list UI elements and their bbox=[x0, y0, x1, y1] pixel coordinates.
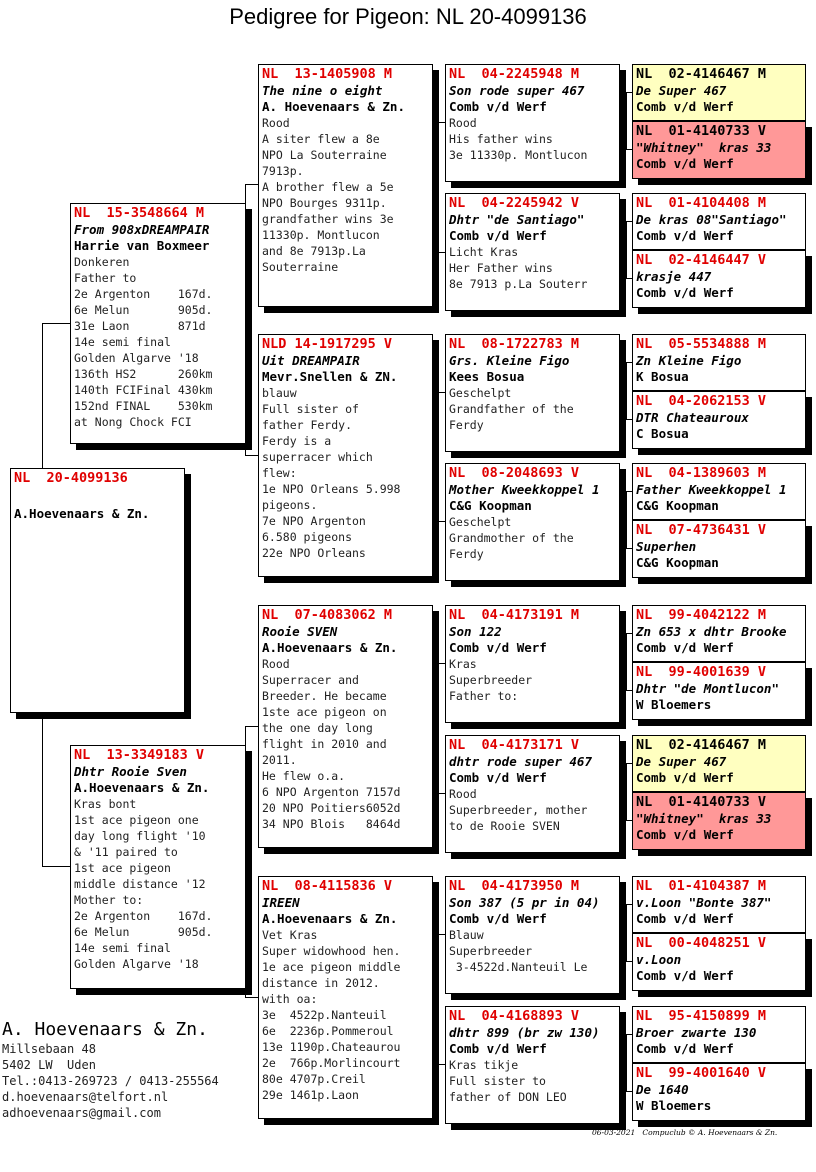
owner: A.Hoevenaars & Zn. bbox=[262, 640, 398, 655]
info-line: A brother flew a 5e bbox=[262, 180, 394, 194]
connector-line bbox=[245, 455, 258, 456]
ring-number: NL 05-5534888 M bbox=[636, 336, 767, 352]
info-line: 11330p. Montlucon bbox=[262, 228, 380, 242]
ring-number: NL 13-3349183 V bbox=[74, 747, 205, 763]
pigeon-card[interactable] bbox=[632, 605, 806, 662]
info-line: Superbreeder bbox=[449, 944, 533, 958]
pigeon-card[interactable] bbox=[445, 735, 620, 853]
page-title: Pedigree for Pigeon: NL 20-4099136 bbox=[229, 4, 587, 29]
pigeon-name: IREEN bbox=[262, 895, 300, 910]
pigeon-name: "Whitney" kras 33 bbox=[636, 811, 772, 826]
info-line: Souterraine bbox=[262, 260, 339, 274]
owner: Comb v/d Werf bbox=[636, 640, 734, 655]
owner: A. Hoevenaars & Zn. bbox=[262, 99, 405, 114]
owner: Comb v/d Werf bbox=[636, 99, 734, 114]
info-line: His father wins bbox=[449, 132, 553, 146]
info-line: 6e Melun 905d. bbox=[74, 925, 213, 939]
pigeon-card[interactable] bbox=[632, 64, 806, 121]
pigeon-card[interactable] bbox=[632, 876, 806, 933]
info-line: 2011. bbox=[262, 753, 297, 767]
owner: Comb v/d Werf bbox=[449, 228, 547, 243]
info-line: Breeder. He became bbox=[262, 689, 387, 703]
connector-line bbox=[619, 121, 626, 122]
ring-number: NL 01-4104408 M bbox=[636, 195, 767, 211]
pigeon-name: Son 387 (5 pr in 04) bbox=[449, 895, 600, 910]
owner: C&G Koopman bbox=[636, 555, 719, 570]
info-line: 2e 766p.Morlincourt bbox=[262, 1056, 401, 1070]
connector-line bbox=[432, 122, 445, 123]
pigeon-name: From 908xDREAMPAIR bbox=[74, 222, 210, 237]
info-line: He flew o.a. bbox=[262, 769, 346, 783]
pigeon-card[interactable] bbox=[445, 1006, 620, 1124]
info-line: Golden Algarve '18 bbox=[74, 351, 199, 365]
connector-line bbox=[42, 323, 43, 468]
owner: Comb v/d Werf bbox=[449, 1041, 547, 1056]
info-line: father Ferdy. bbox=[262, 418, 353, 432]
pigeon-name: De Super 467 bbox=[636, 83, 727, 98]
connector-line bbox=[432, 1064, 445, 1065]
ring-number: NL 04-4173191 M bbox=[449, 607, 580, 623]
owner: Comb v/d Werf bbox=[636, 911, 734, 926]
subject-pigeon-card[interactable] bbox=[10, 468, 185, 713]
info-line: 8e 7913 p.La Souterr bbox=[449, 277, 588, 291]
connector-line bbox=[42, 712, 43, 866]
info-line: Superbreeder, mother bbox=[449, 803, 588, 817]
pigeon-name: v.Loon bbox=[636, 952, 682, 967]
ring-number: NL 20-4099136 bbox=[14, 470, 128, 486]
pigeon-card[interactable] bbox=[445, 463, 620, 581]
owner: Comb v/d Werf bbox=[636, 1041, 734, 1056]
ring-number: NL 04-4173950 M bbox=[449, 878, 580, 894]
ring-number: NL 00-4048251 V bbox=[636, 935, 767, 951]
info-line: superracer which bbox=[262, 450, 373, 464]
ring-number: NL 02-4146467 M bbox=[636, 737, 767, 753]
info-line: Donkeren bbox=[74, 255, 130, 269]
info-line: Her Father wins bbox=[449, 261, 553, 275]
info-line: Superracer and bbox=[262, 673, 359, 687]
owner: Comb v/d Werf bbox=[449, 770, 547, 785]
ring-number: NL 08-2048693 V bbox=[449, 465, 580, 481]
breeder-contact-line: d.hoevenaars@telfort.nl bbox=[2, 1090, 169, 1104]
info-line: 6 NPO Argenton 7157d bbox=[262, 785, 401, 799]
info-line: flew: bbox=[262, 466, 297, 480]
ring-number: NL 99-4042122 M bbox=[636, 607, 767, 623]
info-line: and 8e 7913p.La bbox=[262, 244, 366, 258]
ring-number: NL 01-4140733 V bbox=[636, 794, 767, 810]
info-line: Rood bbox=[449, 116, 477, 130]
breeder-contact-line: adhoevenaars@gmail.com bbox=[2, 1106, 161, 1120]
connector-line bbox=[626, 221, 627, 278]
info-line: 34 NPO Blois 8464d bbox=[262, 817, 401, 831]
pigeon-card[interactable] bbox=[632, 463, 806, 520]
info-line: Father to bbox=[74, 271, 137, 285]
info-line: 22e NPO Orleans bbox=[262, 546, 366, 560]
connector-line bbox=[626, 633, 627, 690]
ring-number: NL 02-4146467 M bbox=[636, 66, 767, 82]
owner: Comb v/d Werf bbox=[449, 640, 547, 655]
pigeon-card[interactable] bbox=[632, 334, 806, 391]
connector-line bbox=[619, 391, 626, 392]
pigeon-name: Uit DREAMPAIR bbox=[262, 353, 360, 368]
info-line: Ferdy bbox=[449, 418, 484, 432]
pigeon-card[interactable] bbox=[632, 735, 806, 792]
connector-line bbox=[626, 491, 627, 548]
info-line: to de Rooie SVEN bbox=[449, 819, 560, 833]
owner: Comb v/d Werf bbox=[449, 99, 547, 114]
pigeon-name: De kras 08"Santiago" bbox=[636, 212, 787, 227]
owner: W Bloemers bbox=[636, 697, 712, 712]
info-line: blauw bbox=[262, 386, 297, 400]
info-line: distance in 2012. bbox=[262, 976, 380, 990]
pigeon-name: krasje 447 bbox=[636, 269, 712, 284]
info-line: NPO Bourges 9311p. bbox=[262, 196, 387, 210]
connector-line bbox=[619, 250, 626, 251]
connector-line bbox=[42, 866, 70, 867]
info-line: 2e Argenton 167d. bbox=[74, 287, 213, 301]
pigeon-card[interactable] bbox=[632, 520, 806, 578]
pigeon-card[interactable] bbox=[632, 250, 806, 308]
ring-number: NL 13-1405908 M bbox=[262, 66, 393, 82]
owner: Harrie van Boxmeer bbox=[74, 238, 210, 253]
connector-line bbox=[626, 1034, 627, 1091]
info-line: Grandfather of the bbox=[449, 402, 574, 416]
breeder-contact-line: 5402 LW Uden bbox=[2, 1058, 96, 1072]
ring-number: NL 99-4001640 V bbox=[636, 1065, 767, 1081]
pigeon-card[interactable] bbox=[258, 334, 433, 577]
owner: A.Hoevenaars & Zn. bbox=[262, 911, 398, 926]
connector-line bbox=[432, 934, 445, 935]
ring-number: NL 07-4083062 M bbox=[262, 607, 393, 623]
pigeon-name: Dhtr "de Montlucon" bbox=[636, 681, 779, 696]
pigeon-card[interactable] bbox=[445, 193, 620, 311]
owner: Comb v/d Werf bbox=[449, 911, 547, 926]
info-line: 6e 2236p.Pommeroul bbox=[262, 1024, 394, 1038]
ring-number: NL 95-4150899 M bbox=[636, 1008, 767, 1024]
connector-line bbox=[432, 521, 445, 522]
info-line: 1ste ace pigeon on bbox=[262, 705, 387, 719]
connector-line bbox=[619, 933, 626, 934]
info-line: 1st ace pigeon bbox=[74, 861, 171, 875]
info-line: at Nong Chock FCI bbox=[74, 415, 192, 429]
owner: Comb v/d Werf bbox=[636, 770, 734, 785]
pigeon-card[interactable] bbox=[445, 876, 620, 994]
pigeon-card[interactable] bbox=[632, 121, 806, 179]
info-line: 1e ace pigeon middle bbox=[262, 960, 401, 974]
ring-number: NL 04-2245942 V bbox=[449, 195, 580, 211]
info-line: Superbreeder bbox=[449, 673, 533, 687]
owner: Comb v/d Werf bbox=[636, 228, 734, 243]
info-line: father of DON LEO bbox=[449, 1090, 567, 1104]
info-line: middle distance '12 bbox=[74, 877, 206, 891]
connector-line bbox=[626, 904, 627, 961]
connector-line bbox=[626, 763, 627, 820]
owner: Comb v/d Werf bbox=[636, 968, 734, 983]
connector-line bbox=[42, 323, 70, 324]
info-line: Rood bbox=[449, 787, 477, 801]
connector-line bbox=[619, 520, 626, 521]
ring-number: NL 04-2062153 V bbox=[636, 393, 767, 409]
owner: Comb v/d Werf bbox=[636, 156, 734, 171]
info-line: Ferdy is a bbox=[262, 434, 332, 448]
info-line: Vet Kras bbox=[262, 928, 318, 942]
info-line: 140th FCIFinal 430km bbox=[74, 383, 213, 397]
pigeon-name: "Whitney" kras 33 bbox=[636, 140, 772, 155]
ring-number: NL 08-4115836 V bbox=[262, 878, 393, 894]
info-line: Geschelpt bbox=[449, 386, 512, 400]
pigeon-name: Grs. Kleine Figo bbox=[449, 353, 570, 368]
pigeon-name: Dhtr "de Santiago" bbox=[449, 212, 585, 227]
info-line: 152nd FINAL 530km bbox=[74, 399, 213, 413]
ring-number: NL 04-4168893 V bbox=[449, 1008, 580, 1024]
owner: A.Hoevenaars & Zn. bbox=[14, 506, 150, 521]
pigeon-name: DTR Chateauroux bbox=[636, 410, 749, 425]
owner: A.Hoevenaars & Zn. bbox=[74, 780, 210, 795]
pigeon-name: Mother Kweekkoppel 1 bbox=[449, 482, 600, 497]
connector-line bbox=[619, 1063, 626, 1064]
pigeon-name: Son 122 bbox=[449, 624, 502, 639]
info-line: 6e Melun 905d. bbox=[74, 303, 213, 317]
connector-line bbox=[432, 252, 445, 253]
info-line: 14e semi final bbox=[74, 335, 171, 349]
breeder-contact-line: Millsebaan 48 bbox=[2, 1042, 96, 1056]
breeder-info bbox=[2, 1019, 219, 1121]
pigeon-name: Broer zwarte 130 bbox=[636, 1025, 757, 1040]
dam-card[interactable] bbox=[70, 745, 246, 989]
connector-line bbox=[245, 726, 258, 727]
info-line: with oa: bbox=[262, 992, 318, 1006]
pigeon-name: The nine o eight bbox=[262, 83, 383, 98]
ring-number: NL 15-3548664 M bbox=[74, 205, 205, 221]
pigeon-card[interactable] bbox=[632, 1006, 806, 1063]
pigeon-name: De Super 467 bbox=[636, 754, 727, 769]
ring-number: NL 04-2245948 M bbox=[449, 66, 580, 82]
info-line: Rood bbox=[262, 657, 290, 671]
info-line: 3e 4522p.Nanteuil bbox=[262, 1008, 387, 1022]
info-line: 136th HS2 260km bbox=[74, 367, 213, 381]
pigeon-card[interactable] bbox=[632, 193, 806, 250]
owner: Comb v/d Werf bbox=[636, 827, 734, 842]
connector-line bbox=[245, 184, 258, 185]
footer: 06-03-2021 Compuclub © A. Hoevenaars & Zn. bbox=[592, 1128, 778, 1137]
info-line: 20 NPO Poitiers6052d bbox=[262, 801, 401, 815]
ring-number: NL 01-4140733 V bbox=[636, 123, 767, 139]
info-line: 80e 4707p.Creil bbox=[262, 1072, 366, 1086]
info-line: Kras tikje bbox=[449, 1058, 519, 1072]
pigeon-card[interactable] bbox=[445, 64, 620, 182]
info-line: Full sister of bbox=[262, 402, 359, 416]
info-line: Super widowhood hen. bbox=[262, 944, 401, 958]
pigeon-name: v.Loon "Bonte 387" bbox=[636, 895, 772, 910]
pigeon-name: dhtr 899 (br zw 130) bbox=[449, 1025, 600, 1040]
pigeon-card[interactable] bbox=[632, 933, 806, 991]
owner: K Bosua bbox=[636, 369, 689, 384]
pigeon-name: Superhen bbox=[636, 539, 697, 554]
sire-card[interactable] bbox=[70, 203, 246, 444]
ring-number: NL 99-4001639 V bbox=[636, 664, 767, 680]
ring-number: NL 01-4104387 M bbox=[636, 878, 767, 894]
ring-number: NL 02-4146447 V bbox=[636, 252, 767, 268]
info-line: pigeons. bbox=[262, 498, 318, 512]
info-line: day long flight '10 bbox=[74, 829, 206, 843]
breeder-contact-line: Tel.:0413-269723 / 0413-255564 bbox=[2, 1074, 219, 1088]
pigeon-card[interactable] bbox=[258, 64, 433, 307]
info-line: 2e Argenton 167d. bbox=[74, 909, 213, 923]
info-line: Full sister to bbox=[449, 1074, 546, 1088]
info-line: 13e 1190p.Chateaurou bbox=[262, 1040, 401, 1054]
pigeon-name: Son rode super 467 bbox=[449, 83, 585, 98]
info-line: Blauw bbox=[449, 928, 484, 942]
info-line: 1e NPO Orleans 5.998 bbox=[262, 482, 401, 496]
info-line: NPO La Souterraine bbox=[262, 148, 387, 162]
owner: C&G Koopman bbox=[636, 498, 719, 513]
owner: Kees Bosua bbox=[449, 369, 525, 384]
connector-line bbox=[619, 662, 626, 663]
info-line: Kras bbox=[449, 657, 477, 671]
pigeon-card[interactable] bbox=[632, 1063, 806, 1121]
owner: Comb v/d Werf bbox=[636, 285, 734, 300]
owner: C Bosua bbox=[636, 426, 689, 441]
info-line: flight in 2010 and bbox=[262, 737, 387, 751]
info-line: Ferdy bbox=[449, 547, 484, 561]
pigeon-name: De 1640 bbox=[636, 1082, 689, 1097]
ring-number: NL 07-4736431 V bbox=[636, 522, 767, 538]
info-line: & '11 paired to bbox=[74, 845, 178, 859]
ring-number: NLD 14-1917295 V bbox=[262, 336, 393, 352]
owner: C&G Koopman bbox=[449, 498, 532, 513]
info-line: A siter flew a 8e bbox=[262, 132, 380, 146]
ring-number: NL 08-1722783 M bbox=[449, 336, 580, 352]
pigeon-card[interactable] bbox=[632, 792, 806, 850]
info-line: Mother to: bbox=[74, 893, 144, 907]
info-line: Golden Algarve '18 bbox=[74, 957, 199, 971]
pigeon-name: Zn 653 x dhtr Brooke bbox=[636, 624, 787, 639]
connector-line bbox=[626, 92, 627, 149]
pigeon-card[interactable] bbox=[632, 391, 806, 449]
info-line: grandfather wins 3e bbox=[262, 212, 394, 226]
info-line: 6.580 pigeons bbox=[262, 530, 353, 544]
ring-number: NL 04-1389603 M bbox=[636, 465, 767, 481]
breeder-name: A. Hoevenaars & Zn. bbox=[2, 1019, 208, 1040]
pigeon-name: Zn Kleine Figo bbox=[636, 353, 742, 368]
info-line: 3-4522d.Nanteuil Le bbox=[449, 960, 588, 974]
pigeon-name: dhtr rode super 467 bbox=[449, 754, 592, 769]
connector-line bbox=[245, 997, 258, 998]
connector-line bbox=[432, 793, 445, 794]
info-line: Father to: bbox=[449, 689, 519, 703]
owner: W Bloemers bbox=[636, 1098, 712, 1113]
pigeon-card[interactable] bbox=[632, 662, 806, 720]
info-line: Rood bbox=[262, 116, 290, 130]
info-line: Kras bont bbox=[74, 797, 137, 811]
info-line: Grandmother of the bbox=[449, 531, 574, 545]
connector-line bbox=[626, 362, 627, 419]
info-line: 3e 11330p. Montlucon bbox=[449, 148, 588, 162]
connector-line bbox=[432, 663, 445, 664]
ring-number: NL 04-4173171 V bbox=[449, 737, 580, 753]
pigeon-name: Father Kweekkoppel 1 bbox=[636, 482, 787, 497]
info-line: 14e semi final bbox=[74, 941, 171, 955]
pigeon-name: Rooie SVEN bbox=[262, 624, 338, 639]
pigeon-card[interactable] bbox=[445, 334, 620, 452]
info-line: the one day long bbox=[262, 721, 373, 735]
info-line: Geschelpt bbox=[449, 515, 512, 529]
info-line: 1st ace pigeon one bbox=[74, 813, 199, 827]
owner: Mevr.Snellen & ZN. bbox=[262, 369, 398, 384]
info-line: 31e Laon 871d bbox=[74, 319, 206, 333]
connector-line bbox=[619, 792, 626, 793]
pigeon-card[interactable] bbox=[258, 605, 433, 848]
info-line: 7913p. bbox=[262, 164, 304, 178]
info-line: 29e 1461p.Laon bbox=[262, 1088, 359, 1102]
pigeon-card[interactable] bbox=[258, 876, 433, 1119]
info-line: Licht Kras bbox=[449, 245, 519, 259]
connector-line bbox=[432, 392, 445, 393]
pigeon-card[interactable] bbox=[445, 605, 620, 723]
info-line: 7e NPO Argenton bbox=[262, 514, 366, 528]
pigeon-name: Dhtr Rooie Sven bbox=[74, 764, 187, 779]
